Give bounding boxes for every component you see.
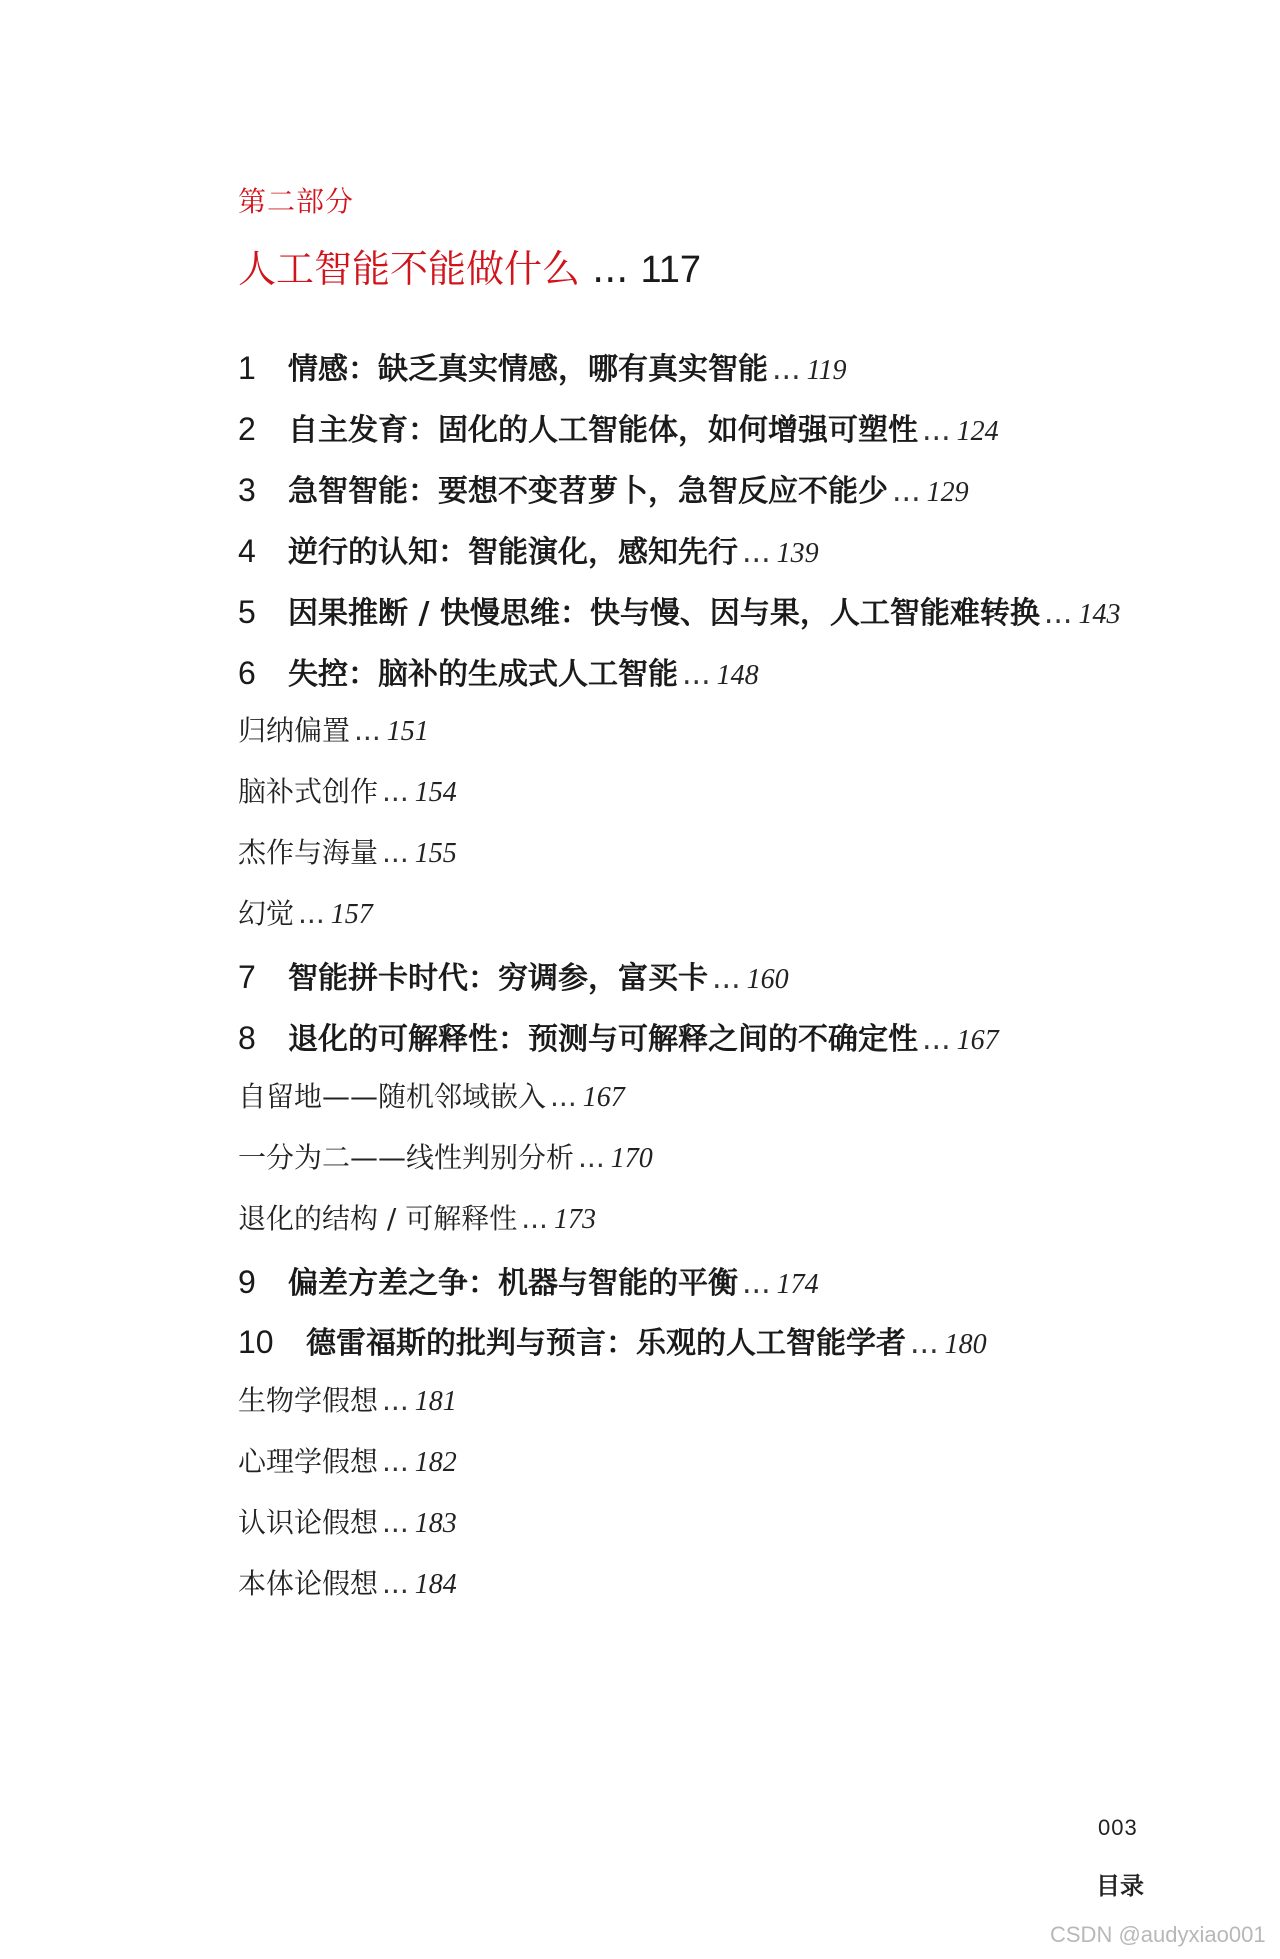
toc-section-entry	[238, 1202, 596, 1235]
section-title: 退化的结构 / 可解释性	[238, 1202, 518, 1235]
section-title: 自留地——随机邻域嵌入	[238, 1080, 547, 1113]
page-number: 180	[944, 1329, 987, 1360]
page-number: 182	[414, 1447, 457, 1478]
leader-ellipsis: ...	[910, 1326, 939, 1361]
leader-ellipsis: ...	[712, 961, 741, 996]
page-number: 139	[776, 538, 819, 569]
leader-ellipsis: ...	[742, 535, 771, 570]
section-title: 认识论假想	[238, 1506, 379, 1539]
toc-section-entry	[238, 897, 373, 930]
page-number: 170	[610, 1143, 653, 1174]
chapter-title: 自主发育：固化的人工智能体，如何增强可塑性	[288, 413, 918, 448]
chapter-number: 5	[238, 594, 256, 630]
toc-chapter-entry	[238, 1326, 987, 1359]
toc-section-entry	[238, 1445, 457, 1478]
leader-ellipsis: ...	[382, 1567, 409, 1600]
chapter-title: 退化的可解释性：预测与可解释之间的不确定性	[288, 1022, 918, 1057]
toc-chapter-entry	[238, 1266, 819, 1299]
part-label: 第二部分	[238, 185, 355, 218]
page-number: 151	[386, 716, 429, 747]
leader-ellipsis: ...	[578, 1141, 605, 1174]
leader-ellipsis: ...	[550, 1080, 577, 1113]
page-number: 129	[926, 477, 969, 508]
leader-ellipsis: ...	[521, 1202, 548, 1235]
part-title-ellipsis: ...	[592, 247, 629, 291]
toc-chapter-entry	[238, 961, 789, 994]
footer-page-number: 003	[1098, 1815, 1138, 1840]
chapter-number: 8	[238, 1020, 256, 1056]
toc-section-entry	[238, 1384, 457, 1417]
page-number: 155	[414, 838, 457, 869]
leader-ellipsis: ...	[682, 657, 711, 692]
toc-chapter-entry	[238, 352, 847, 385]
chapter-title: 情感：缺乏真实情感，哪有真实智能	[288, 352, 768, 387]
chapter-number: 2	[238, 411, 256, 447]
part-title-text: 人工智能不能做什么	[238, 247, 581, 291]
chapter-title: 失控：脑补的生成式人工智能	[288, 657, 678, 692]
page-number: 157	[330, 899, 373, 930]
leader-ellipsis: ...	[382, 775, 409, 808]
chapter-number: 6	[238, 655, 256, 691]
toc-section-entry	[238, 1141, 653, 1174]
chapter-title: 逆行的认知：智能演化，感知先行	[288, 535, 738, 570]
toc-section-entry	[238, 714, 429, 747]
page-number: 119	[806, 355, 847, 386]
page-number: 167	[582, 1082, 625, 1113]
section-title: 心理学假想	[238, 1445, 379, 1478]
footer-section-label: 目录	[1096, 1872, 1144, 1900]
toc-chapter-entry	[238, 413, 999, 446]
page-number: 173	[553, 1204, 596, 1235]
leader-ellipsis: ...	[382, 836, 409, 869]
page-number: 148	[716, 660, 759, 691]
section-title: 杰作与海量	[238, 836, 379, 869]
leader-ellipsis: ...	[742, 1266, 771, 1301]
watermark: CSDN @audyxiao001	[1050, 1922, 1266, 1947]
toc-chapter-entry	[238, 657, 759, 690]
page-number: 160	[746, 964, 789, 995]
chapter-number: 10	[238, 1324, 274, 1360]
leader-ellipsis: ...	[298, 897, 325, 930]
page-number: 183	[414, 1508, 457, 1539]
leader-ellipsis: ...	[382, 1506, 409, 1539]
leader-ellipsis: ...	[382, 1384, 409, 1417]
section-title: 归纳偏置	[238, 714, 351, 747]
section-title: 脑补式创作	[238, 775, 379, 808]
toc-chapter-entry	[238, 596, 1120, 629]
toc-section-entry	[238, 775, 457, 808]
part-title-page: 117	[640, 249, 702, 291]
toc-section-entry	[238, 1506, 457, 1539]
chapter-title: 智能拼卡时代：穷调参，富买卡	[288, 961, 708, 996]
leader-ellipsis: ...	[1043, 596, 1073, 631]
section-title: 一分为二——线性判别分析	[238, 1141, 575, 1174]
page-number: 124	[956, 416, 999, 447]
page-number: 143	[1078, 599, 1121, 630]
chapter-title: 偏差方差之争：机器与智能的平衡	[288, 1266, 738, 1301]
page-number: 154	[414, 777, 457, 808]
chapter-title: 因果推断 / 快慢思维：快与慢、因与果，人工智能难转换	[288, 596, 1040, 631]
toc-chapter-entry	[238, 474, 969, 507]
part-title	[238, 238, 701, 293]
chapter-title: 急智智能：要想不变苕萝卜，急智反应不能少	[288, 474, 888, 509]
section-title: 幻觉	[238, 897, 295, 930]
section-title: 本体论假想	[238, 1567, 379, 1600]
chapter-number: 3	[238, 472, 256, 508]
toc-section-entry	[238, 1080, 625, 1113]
toc-section-entry	[238, 836, 457, 869]
toc-chapter-entry	[238, 535, 819, 568]
chapter-number: 7	[238, 959, 256, 995]
page-number: 184	[414, 1569, 457, 1600]
page-number: 174	[776, 1269, 819, 1300]
chapter-number: 9	[238, 1264, 256, 1300]
leader-ellipsis: ...	[772, 352, 801, 387]
chapter-title: 德雷福斯的批判与预言：乐观的人工智能学者	[306, 1326, 906, 1361]
leader-ellipsis: ...	[382, 1445, 409, 1478]
chapter-number: 4	[238, 533, 256, 569]
toc-section-entry	[238, 1567, 457, 1600]
leader-ellipsis: ...	[922, 1022, 951, 1057]
toc-chapter-entry	[238, 1022, 999, 1055]
leader-ellipsis: ...	[354, 714, 381, 747]
page-number: 167	[956, 1025, 999, 1056]
section-title: 生物学假想	[238, 1384, 379, 1417]
page-number: 181	[414, 1386, 457, 1417]
leader-ellipsis: ...	[922, 413, 951, 448]
leader-ellipsis: ...	[892, 474, 921, 509]
chapter-number: 1	[238, 350, 256, 386]
